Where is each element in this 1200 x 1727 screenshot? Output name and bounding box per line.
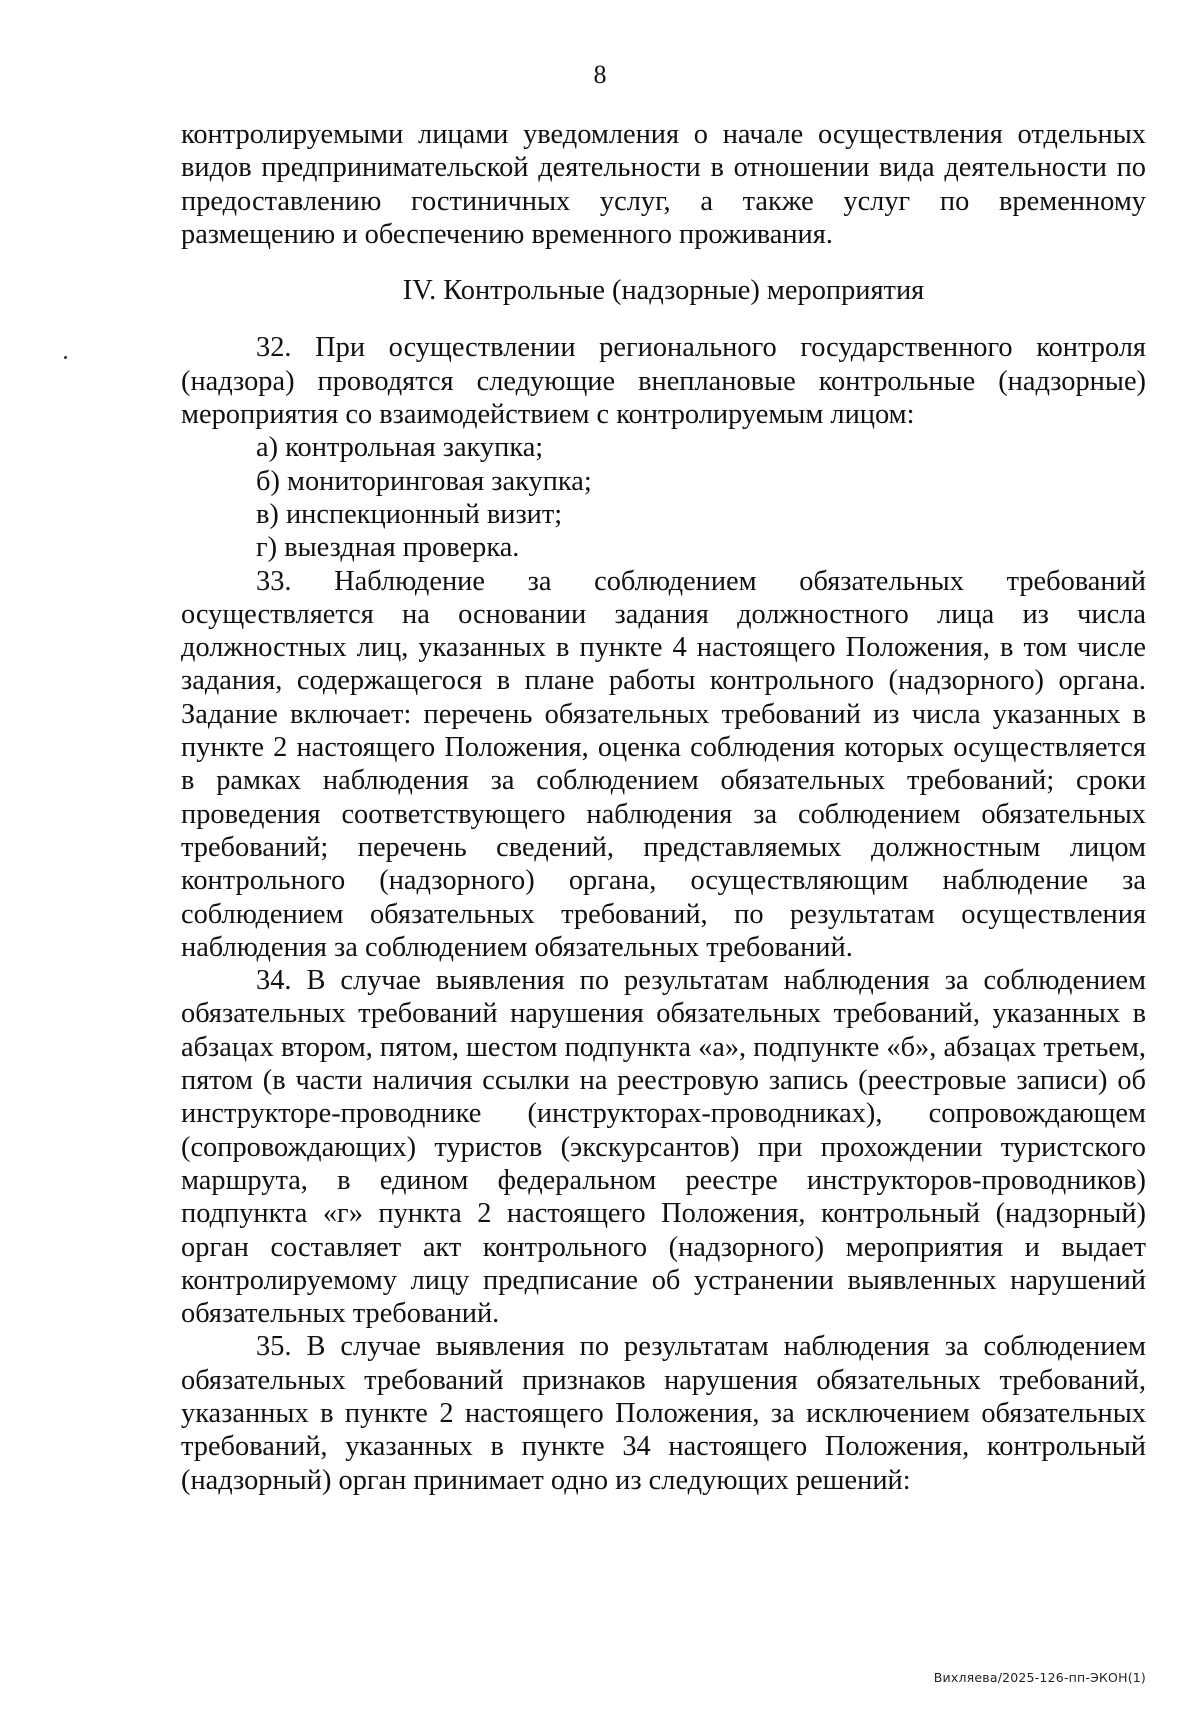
list-item-g: г) выездная проверка. <box>256 532 520 564</box>
list-item-a: а) контрольная закупка; <box>256 432 544 464</box>
section-heading: IV. Контрольные (надзорные) мероприятия <box>402 275 925 307</box>
paragraph-35: 35. В случае выявления по результатам наблюдения за соблюдением обязательных требований признаков нарушения обязательных требований, указанных в пункте 2 настоящего Положения, за исключением обязательных требований, указанных в пункте 34 настоящего Положения, контрольный (надзорный) орган принимает одно из следующих решений: <box>181 1331 1146 1496</box>
list-item-b: б) мониторинговая закупка; <box>256 465 592 497</box>
paragraph-34: 34. В случае выявления по результатам наблюдения за соблюдением обязательных требований нарушения обязательных требований, указанных в абзацах втором, пятом, шестом подпункта «а», подпункте «б», абзацах третьем, пятом (в части наличия ссылки на реестровую запись (реестровые записи) об инструкторе-проводнике (инструкторах-проводниках), сопровождающем (сопровождающих) туристов (экскурсантов) при прохождении туристского маршрута, в едином федеральном реестре инструкторов-проводников) подпункта «г» пункта 2 настоящего Положения, контрольный (надзорный) орган составляет акт контрольного (надзорного) мероприятия и выдает контролируемому лицу предписание об устранении выявленных нарушений обязательных требований. <box>181 965 1146 1330</box>
paragraph-33: 33. Наблюдение за соблюдением обязательных требований осуществляется на основании задания должностного лица из числа должностных лиц, указанных в пункте 4 настоящего Положения, в том числе задания, содержащегося в плане работы контрольного (надзорного) органа. Задание включает: перечень обязательных требований из числа указанных в пункте 2 настоящего Положения, оценка соблюдения которых осуществляется в рамках наблюдения за соблюдением обязательных требований; сроки проведения соответствующего наблюдения за соблюдением обязательных требований; перечень сведений, представляемых должностным лицом контрольного (надзорного) органа, осуществляющим наблюдение за соблюдением обязательных требований, по результатам осуществления наблюдения за соблюдением обязательных требований. <box>181 565 1146 963</box>
page-number: 8 <box>593 60 607 89</box>
paragraph-intro: контролируемыми лицами уведомления о начале осуществления отдельных видов предпринимательской деятельности в отношении вида деятельности по предоставлению гостиничных услуг, а также услуг по временному размещению и обеспечению временного проживания. <box>181 119 1146 250</box>
list-item-v: в) инспекционный визит; <box>256 498 563 530</box>
document-code: Вихляева/2025-126-пп-ЭКОН(1) <box>933 1670 1146 1685</box>
paragraph-32: 32. При осуществлении регионального государственного контроля (надзора) проводятся следующие внеплановые контрольные (надзорные) мероприятия со взаимодействием с контролируемым лицом: <box>181 332 1146 431</box>
document-body <box>181 118 1146 1497</box>
scan-speck <box>64 356 67 359</box>
